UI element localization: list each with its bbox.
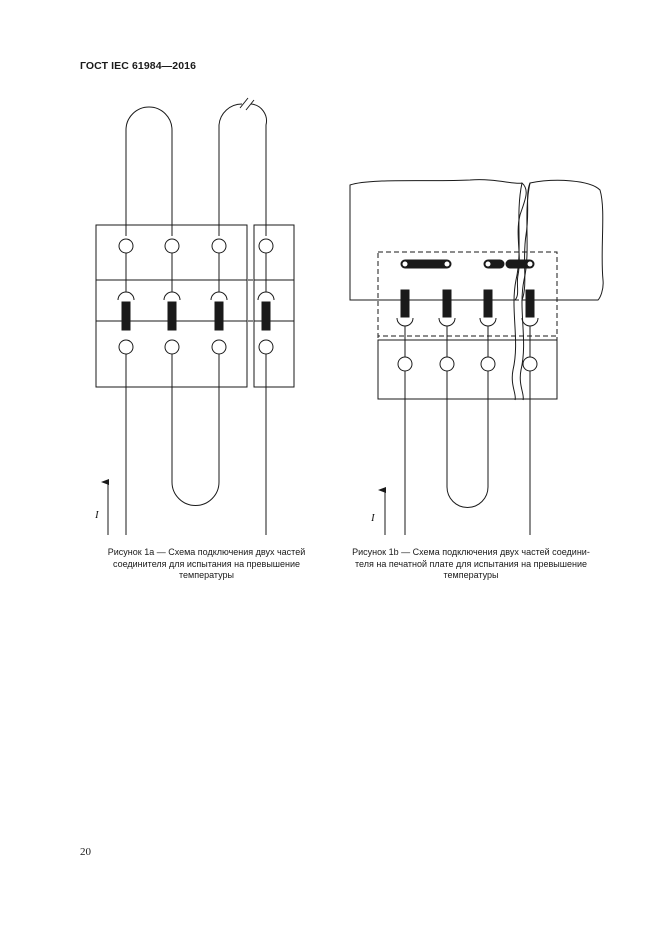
caption-line: теля на печатной плате для испытания на превышение bbox=[355, 558, 587, 569]
bottom-loop-1b bbox=[447, 371, 488, 507]
caption-line: соединителя для испытания на превышение bbox=[112, 558, 301, 569]
figure-1a-diagram bbox=[96, 98, 294, 535]
upper-housing-right bbox=[254, 225, 294, 321]
document-header: ГОСТ IEC 61984—2016 bbox=[80, 60, 197, 72]
figure-1a-caption bbox=[79, 547, 334, 582]
caption-line: температуры bbox=[178, 570, 234, 580]
bottom-loop-1a bbox=[172, 354, 219, 505]
page-number: 20 bbox=[80, 846, 91, 858]
pcb-board bbox=[350, 180, 526, 300]
caption-line: Рисунок 1a — Схема подключения двух частей bbox=[107, 547, 306, 557]
figure-1b-caption bbox=[340, 547, 602, 582]
caption-line: температуры bbox=[443, 570, 499, 580]
lower-housing-right bbox=[254, 280, 294, 387]
current-label-1a: I bbox=[95, 509, 99, 521]
caption-line: Рисунок 1b — Схема подключения двух частей соедини- bbox=[352, 547, 590, 557]
top-loop-1 bbox=[126, 107, 172, 236]
top-loop-2 bbox=[219, 104, 242, 236]
figure-1b-diagram bbox=[350, 180, 603, 535]
current-label-1b: I bbox=[371, 512, 375, 524]
